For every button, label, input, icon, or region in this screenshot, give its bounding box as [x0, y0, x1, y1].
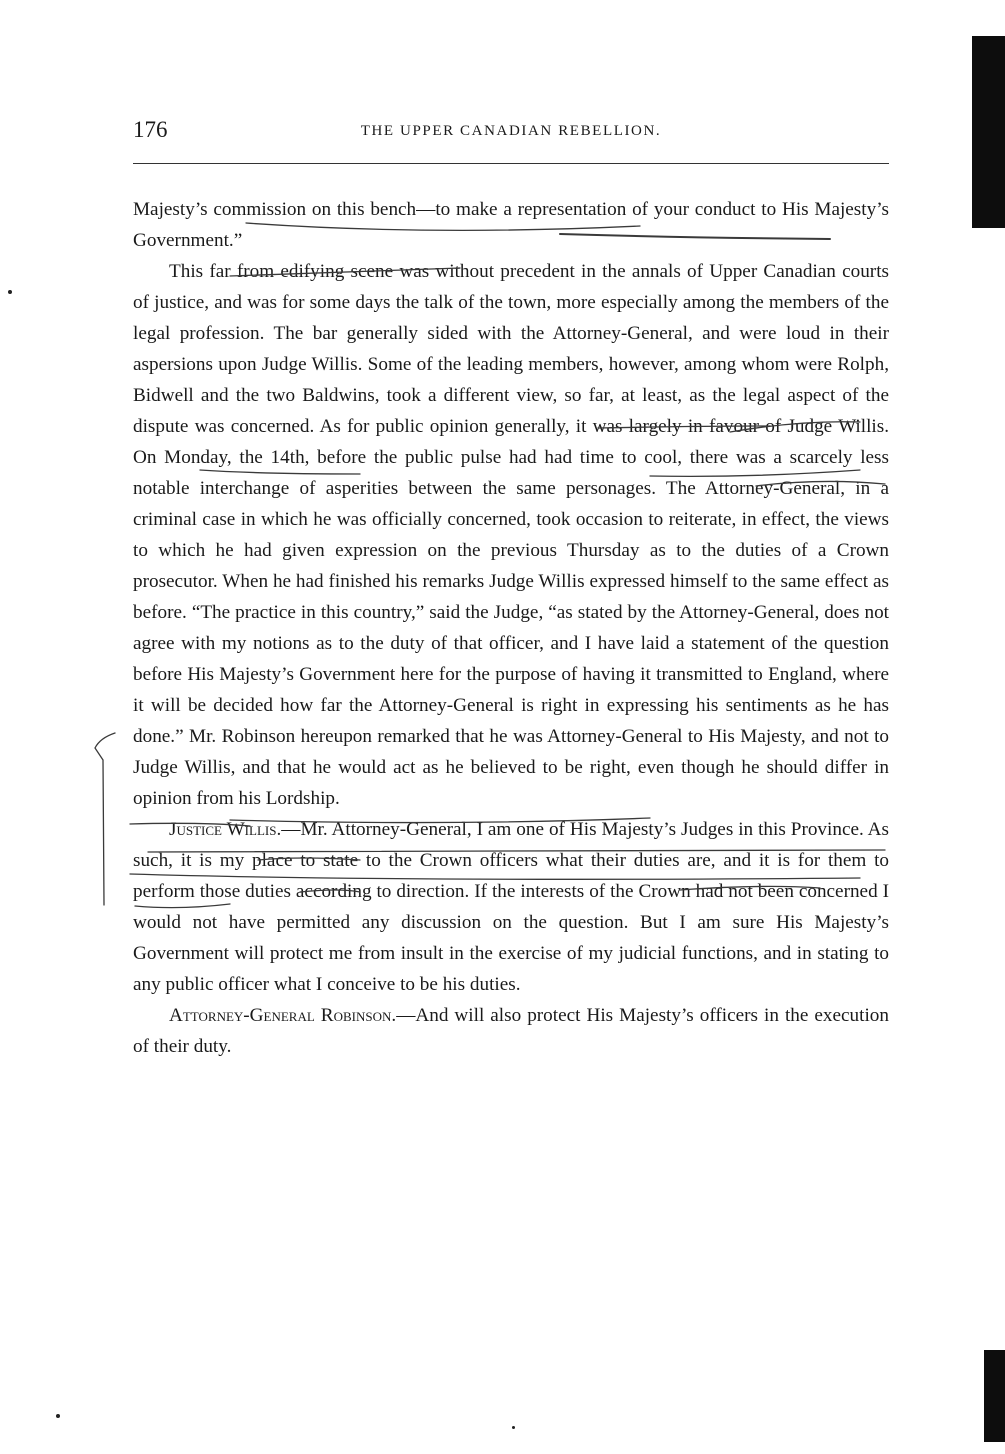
paragraph-text: —And will also protect His Majesty’s officers in the execution of their duty. — [133, 1005, 889, 1057]
speaker-label: Attorney-General Robinson. — [169, 1005, 397, 1026]
page-header — [133, 117, 889, 147]
speaker-label: Justice Willis. — [169, 819, 282, 840]
scan-edge-mark-top — [972, 36, 1005, 228]
header-rule — [133, 163, 889, 164]
body-text — [133, 194, 889, 1062]
paragraph-justice-willis — [133, 814, 889, 1000]
scan-speck — [8, 290, 12, 294]
paragraph-continuation — [133, 194, 889, 256]
page-number: 176 — [133, 117, 168, 142]
paragraph-text: —Mr. Attorney-General, I am one of His Majesty’s Judges in this Province. As such, it is my place to state to the Crown officers what their duties are, and it is for them to perform those duties according to direction. If the interests of the Crown had not been concerned I would not have permitted any discussion on the question. But I am sure His Majesty’s Government will protect me from insult in the exercise of my judicial functions, and in stating to any public officer what I conceive to be his duties. — [133, 819, 889, 995]
scan-speck — [512, 1426, 515, 1429]
paragraph-attorney-general — [133, 1000, 889, 1062]
scan-speck — [56, 1414, 60, 1418]
scan-edge-mark-bottom — [984, 1350, 1005, 1442]
paragraph-text: Majesty’s commission on this bench—to make a representation of your conduct to His Majesty’s Government.” — [133, 199, 889, 251]
paragraph-text: This far from edifying scene was without precedent in the annals of Upper Canadian courts of justice, and was for some days the talk of the town, more especially among the members of the legal profession. The bar generally sided with the Attorney-General, and were loud in their aspersions upon Judge Willis. Some of the leading members, however, among whom were Rolph, Bidwell and the two Baldwins, took a different view, so far, at least, as the legal aspect of the dispute was concerned. As for public opinion generally, it was largely in favour of Judge Willis. On Monday, the 14th, before the public pulse had had time to cool, there was a scarcely less notable interchange of asperities between the same personages. The Attorney-General, in a criminal case in which he was officially concerned, took occasion to reiterate, in effect, the views to which he had given expression on the previous Thursday as to the duties of a Crown prosecutor. When he had finished his remarks Judge Willis expressed himself to the same effect as before. “The practice in this country,” said the Judge, “as stated by the Attorney-General, does not agree with my notions as to the duty of that officer, and I have laid a statement of the question before His Majesty’s Government here for the purpose of having it transmitted to England, where it will be decided how far the Attorney-General is right in expressing his sentiments as he has done.” Mr. Robinson hereupon remarked that he was Attorney-General to His Majesty, and not to Judge Willis, and that he would act as he believed to be right, even though he should differ in opinion from his Lordship. — [133, 261, 889, 809]
running-title: THE UPPER CANADIAN REBELLION. — [360, 123, 662, 139]
paragraph-narrative — [133, 256, 889, 814]
